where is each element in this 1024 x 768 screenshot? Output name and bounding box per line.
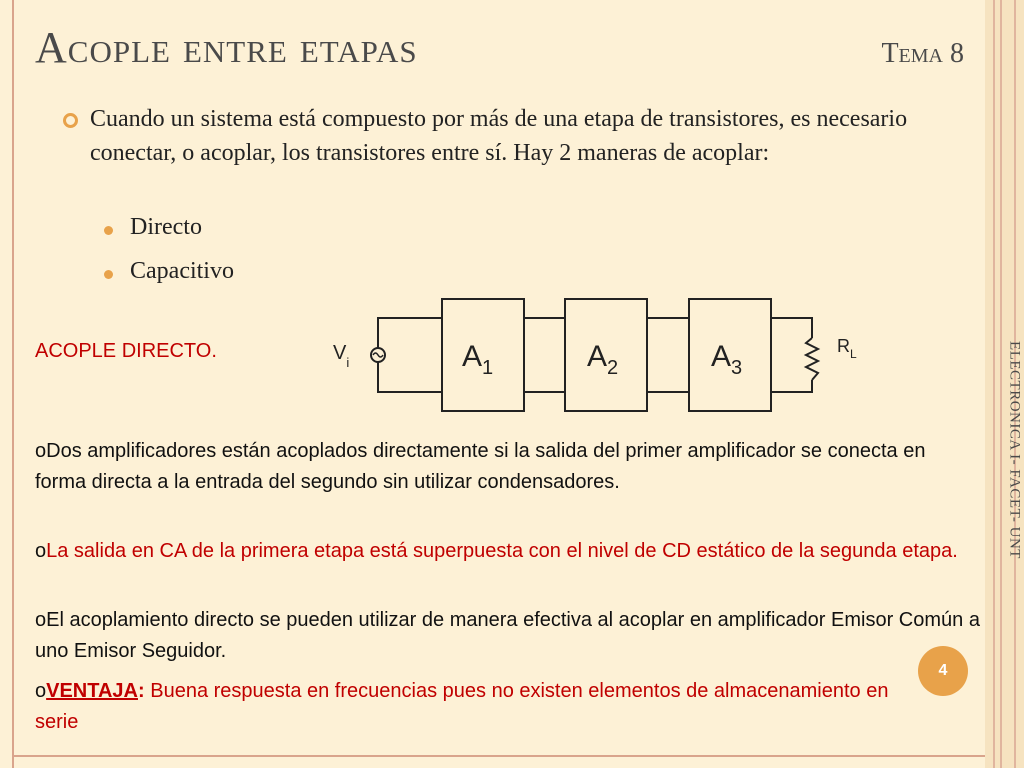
section-label: ACOPLE DIRECTO. <box>35 340 217 362</box>
paragraph-3 <box>35 605 980 667</box>
paragraph-marker: o <box>35 680 47 702</box>
input-wire-bottom <box>378 360 442 392</box>
block-label-a2: $A_2$ <box>587 340 619 379</box>
paragraph-text: La salida en CA de la primera etapa está superpuesta con el nivel de CD estático de la segunda etapa. <box>46 540 958 562</box>
paragraph-4 <box>35 676 915 738</box>
side-label: ELECTRONICA I- FACET- UNT <box>1006 341 1023 559</box>
paragraph-text: Dos amplificadores están acoplados directamente si la salida del primer amplificador se conecta en forma directa a la entrada del segundo sin utilizar condensadores. <box>35 440 926 493</box>
advantage-colon: : <box>138 680 145 702</box>
input-wire-top <box>378 318 442 350</box>
paragraph-2 <box>35 536 980 567</box>
intro-text: Cuando un sistema está compuesto por más de una etapa de transistores, es necesario conectar, o acoplar, los transistores entre sí. Hay 2 maneras de acoplar: <box>90 106 908 166</box>
page-number-badge: 4 <box>918 646 968 696</box>
list-item-capacitivo: Capacitivo <box>130 258 234 284</box>
advantage-label: VENTAJA <box>46 680 138 702</box>
paragraph-marker: o <box>35 609 47 631</box>
page-subtitle: Tema 8 <box>881 38 964 69</box>
source-label: $V_i$ <box>333 342 350 370</box>
output-wire-bottom <box>771 380 812 392</box>
paragraph-marker: o <box>35 440 47 462</box>
output-wire-top <box>771 318 812 338</box>
paragraph-1 <box>35 436 980 498</box>
advantage-text: Buena respuesta en frecuencias pues no existen elementos de almacenamiento en serie <box>35 680 889 733</box>
list-item-directo: Directo <box>130 214 202 240</box>
paragraph-text: El acoplamiento directo se pueden utilizar de manera efectiva al acoplar en amplificador Emisor Común a uno Emisor Seguidor. <box>35 609 980 662</box>
amplifier-block-a1 <box>442 299 524 411</box>
load-label: $R_L$ <box>837 336 857 361</box>
resistor-icon <box>806 338 818 380</box>
block-label-a3: $A_3$ <box>711 340 743 379</box>
ac-source-icon <box>371 348 385 362</box>
page-title: Acople entre etapas <box>35 23 418 72</box>
block-label-a1: $A_1$ <box>462 340 494 379</box>
paragraph-marker: o <box>35 540 47 562</box>
